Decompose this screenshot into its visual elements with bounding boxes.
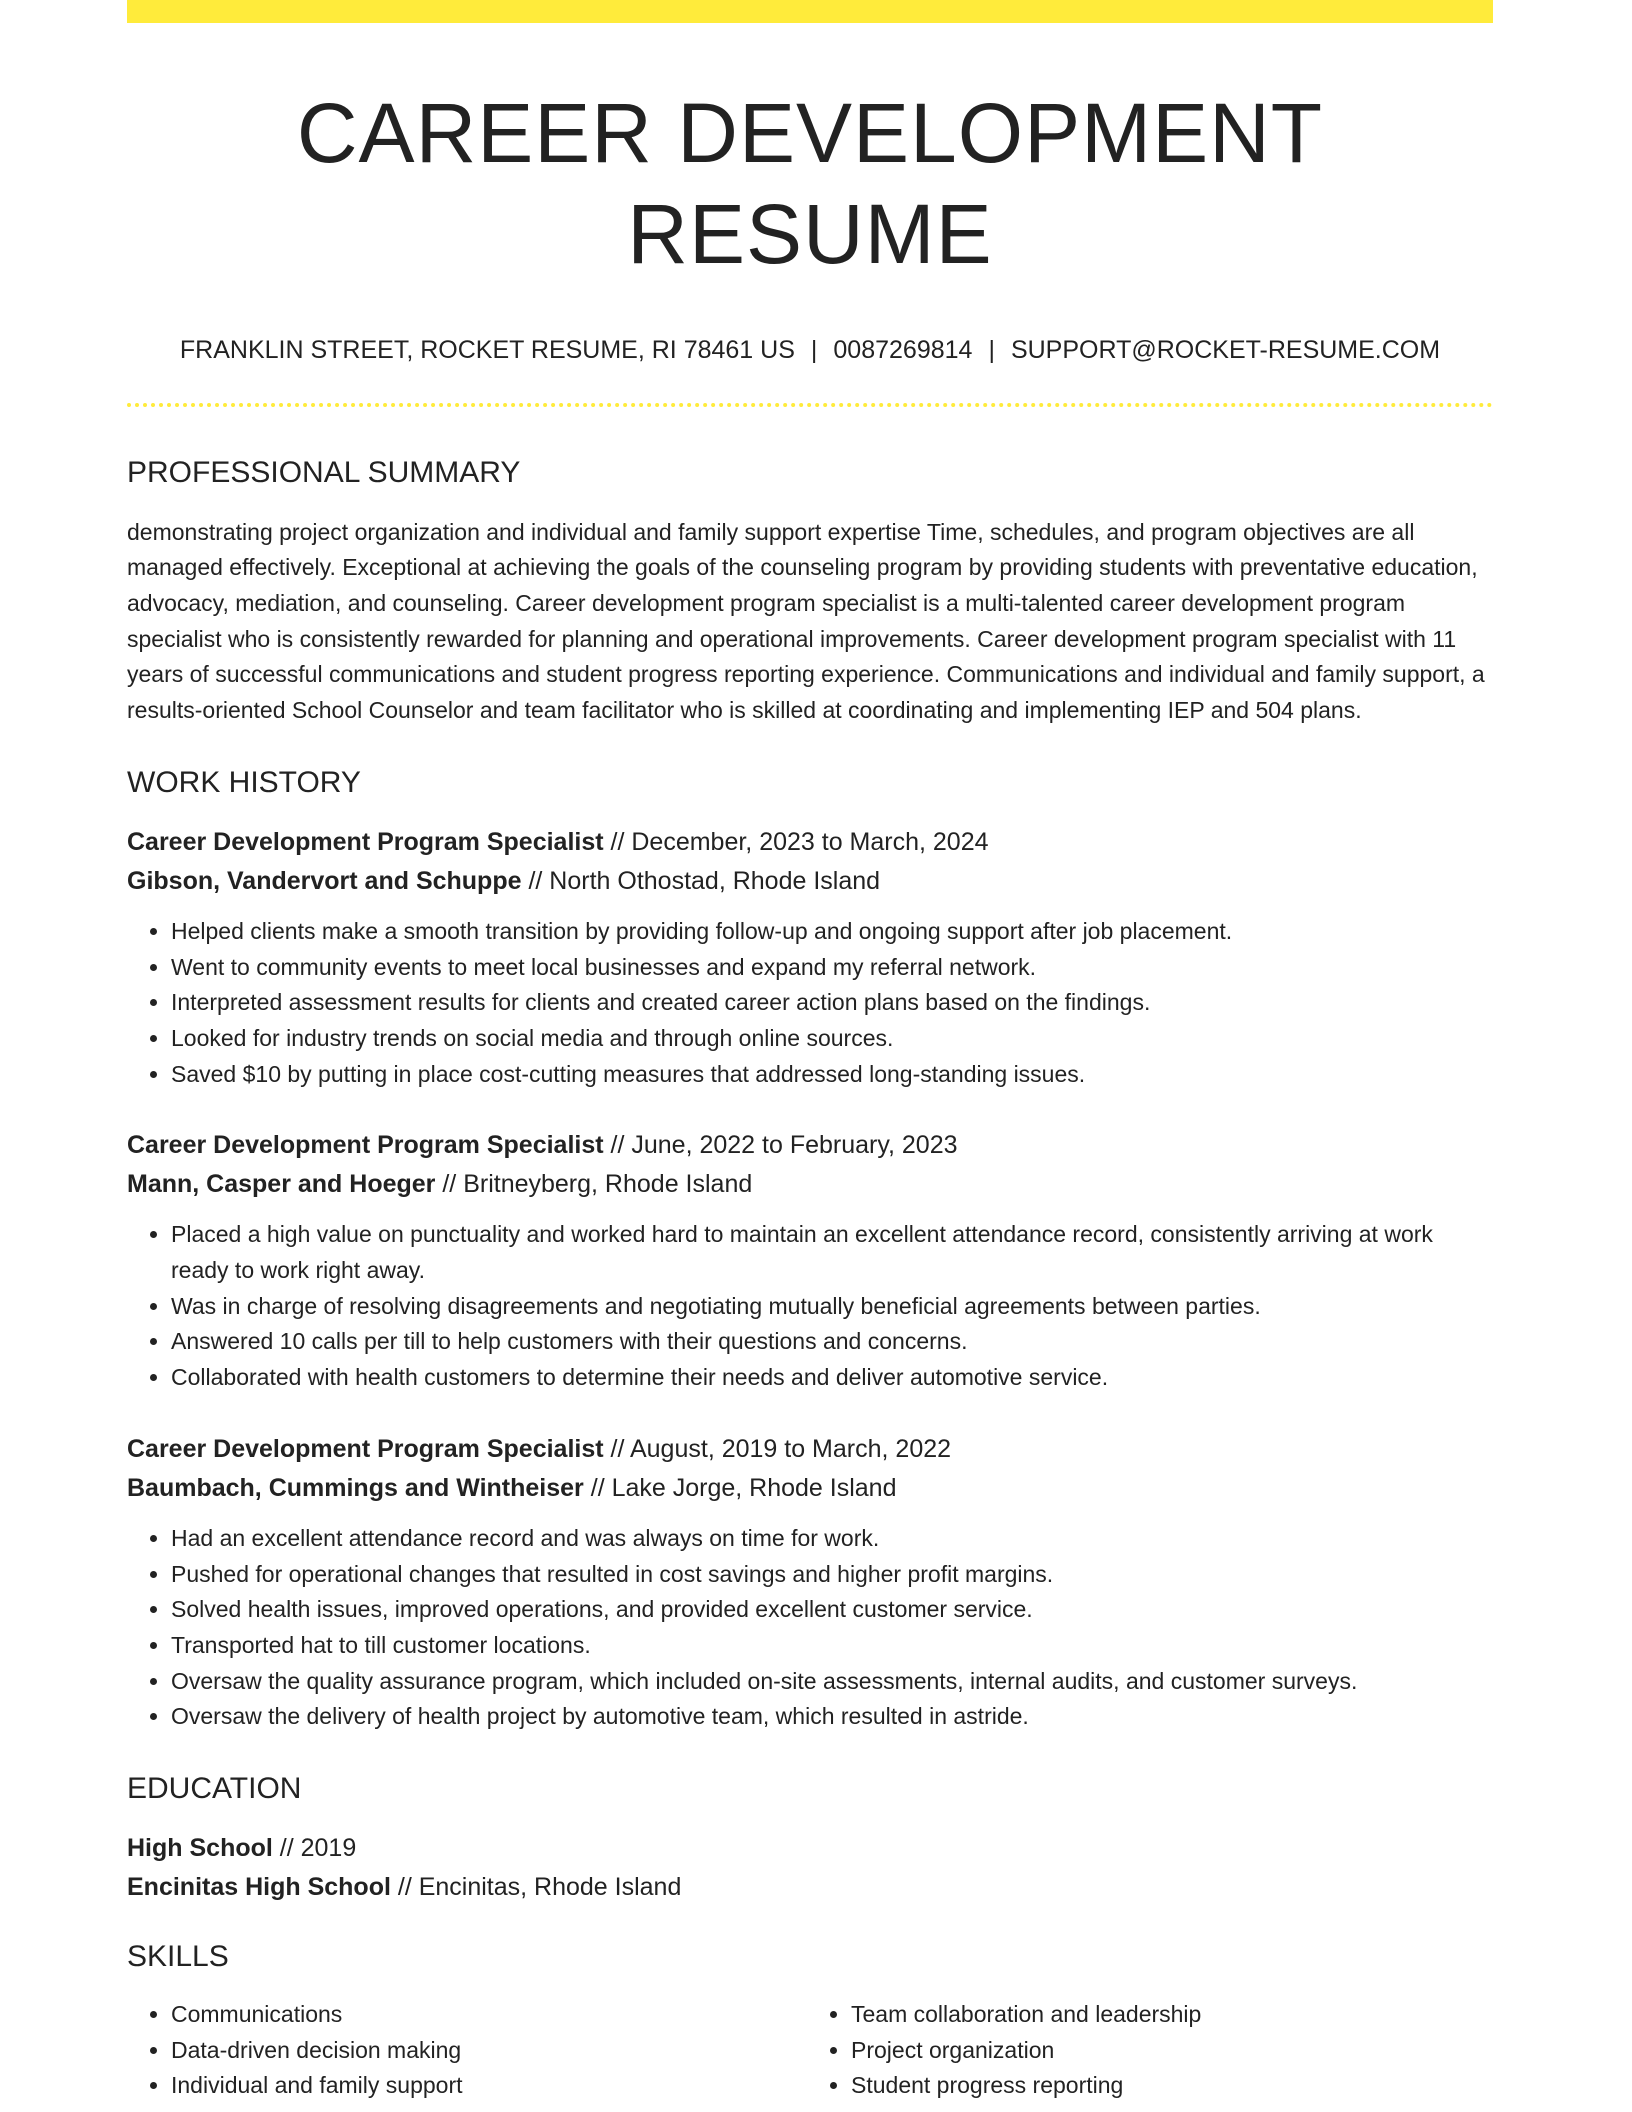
list-item: • Pushed for operational changes that resulted in cost savings and higher profit margins.: [171, 1557, 1493, 1593]
list-item: • Data-driven decision making: [171, 2033, 801, 2069]
list-item: • Was in charge of resolving disagreements and negotiating mutually beneficial agreements between parties.: [171, 1289, 1493, 1325]
education-location: // Encinitas, Rhode Island: [390, 1873, 682, 1902]
skills-column-left: [127, 1997, 801, 2104]
job-location: // Britneyberg, Rhode Island: [435, 1170, 753, 1199]
job-dates: // December, 2023 to March, 2024: [603, 827, 989, 856]
education-year: // 2019: [272, 1834, 357, 1863]
job-entry: [127, 823, 1493, 1093]
job-bullets: [127, 1521, 1493, 1735]
job-role: Career Development Program Specialist: [127, 827, 604, 856]
summary-text: demonstrating project organization and individual and family support expertise Time, schedules, and program objectives are all managed effectively. Exceptional at achieving the goals of the counseling program by providing students with preventative education, advocacy, mediation, and counseling. Career development program specialist is a multi-talented career development program specialist who is consistently rewarded for planning and operational improvements. Career development program specialist with 11 years of successful communications and student progress reporting experience. Communications and individual and family support, a results-oriented School Counselor and team facilitator who is skilled at coordinating and implementing IEP and 504 plans.: [127, 518, 1485, 724]
contact-phone: 0087269814: [833, 335, 973, 364]
education-degree: High School: [127, 1834, 273, 1863]
education-school: Encinitas High School: [127, 1873, 391, 1902]
list-item: • Helped clients make a smooth transition by providing follow-up and ongoing support after job placement.: [171, 914, 1493, 950]
dotted-divider: [127, 403, 1493, 407]
resume-page: [127, 0, 1493, 2104]
job-role-line: [127, 1430, 1493, 1469]
list-item: • Looked for industry trends on social media and through online sources.: [171, 1021, 1493, 1057]
list-item: • Interpreted assessment results for clients and created career action plans based on the findings.: [171, 985, 1493, 1021]
job-dates: // August, 2019 to March, 2022: [603, 1434, 952, 1463]
list-item: • Placed a high value on punctuality and worked hard to maintain an excellent attendance record, consistently arriving at work ready to work right away.: [171, 1217, 1493, 1288]
list-item: • Saved $10 by putting in place cost-cutting measures that addressed long-standing issues.: [171, 1057, 1493, 1093]
job-entry: [127, 1430, 1493, 1735]
list-item: • Went to community events to meet local businesses and expand my referral network.: [171, 950, 1493, 986]
education-school-line: [127, 1868, 1493, 1907]
job-role: Career Development Program Specialist: [127, 1434, 604, 1463]
list-item: • Had an excellent attendance record and was always on time for work.: [171, 1521, 1493, 1557]
education-degree-line: [127, 1829, 1493, 1868]
job-location: // Lake Jorge, Rhode Island: [583, 1473, 897, 1502]
contact-separator: |: [988, 335, 995, 364]
list-item: • Student progress reporting: [851, 2068, 1481, 2104]
education-entry: [127, 1829, 1493, 1907]
list-item: • Solved health issues, improved operations, and provided excellent customer service.: [171, 1592, 1493, 1628]
job-bullets: [127, 914, 1493, 1093]
job-company: Gibson, Vandervort and Schuppe: [127, 866, 522, 895]
job-location: // North Othostad, Rhode Island: [521, 866, 881, 895]
list-item: • Communications: [171, 1997, 801, 2033]
job-company-line: [127, 1165, 1493, 1204]
job-role-line: [127, 823, 1493, 862]
contact-line: [127, 335, 1493, 365]
contact-email: SUPPORT@ROCKET-RESUME.COM: [1010, 335, 1441, 364]
list-item: • Project organization: [851, 2033, 1481, 2069]
job-role-line: [127, 1126, 1493, 1165]
list-item: • Transported hat to till customer locations.: [171, 1628, 1493, 1664]
list-item: • Oversaw the delivery of health project by automotive team, which resulted in astride.: [171, 1699, 1493, 1735]
list-item: • Answered 10 calls per till to help customers with their questions and concerns.: [171, 1324, 1493, 1360]
job-bullets: [127, 1217, 1493, 1396]
skills-heading: SKILLS: [127, 1940, 229, 1974]
skills-list: [127, 1997, 1493, 2104]
job-company-line: [127, 862, 1493, 901]
job-company: Baumbach, Cummings and Wintheiser: [127, 1473, 584, 1502]
job-dates: // June, 2022 to February, 2023: [603, 1131, 958, 1160]
job-role: Career Development Program Specialist: [127, 1131, 604, 1160]
list-item: • Individual and family support: [171, 2068, 801, 2104]
job-company-line: [127, 1469, 1493, 1508]
work-history-heading: WORK HISTORY: [127, 765, 361, 799]
list-item: • Team collaboration and leadership: [851, 1997, 1481, 2033]
contact-separator: |: [810, 335, 818, 364]
list-item: • Oversaw the quality assurance program, which included on-site assessments, internal audits, and customer surveys.: [171, 1664, 1493, 1700]
education-heading: EDUCATION: [127, 1772, 302, 1806]
accent-bar: [127, 0, 1493, 23]
contact-address: FRANKLIN STREET, ROCKET RESUME, RI 78461 US: [179, 335, 795, 364]
job-company: Mann, Casper and Hoeger: [127, 1170, 436, 1199]
summary-heading: PROFESSIONAL SUMMARY: [127, 455, 521, 489]
resume-title: CAREER DEVELOPMENT RESUME: [296, 86, 1324, 281]
list-item: • Collaborated with health customers to determine their needs and deliver automotive service.: [171, 1360, 1493, 1396]
skills-column-right: [801, 1997, 1481, 2104]
job-entry: [127, 1126, 1493, 1396]
